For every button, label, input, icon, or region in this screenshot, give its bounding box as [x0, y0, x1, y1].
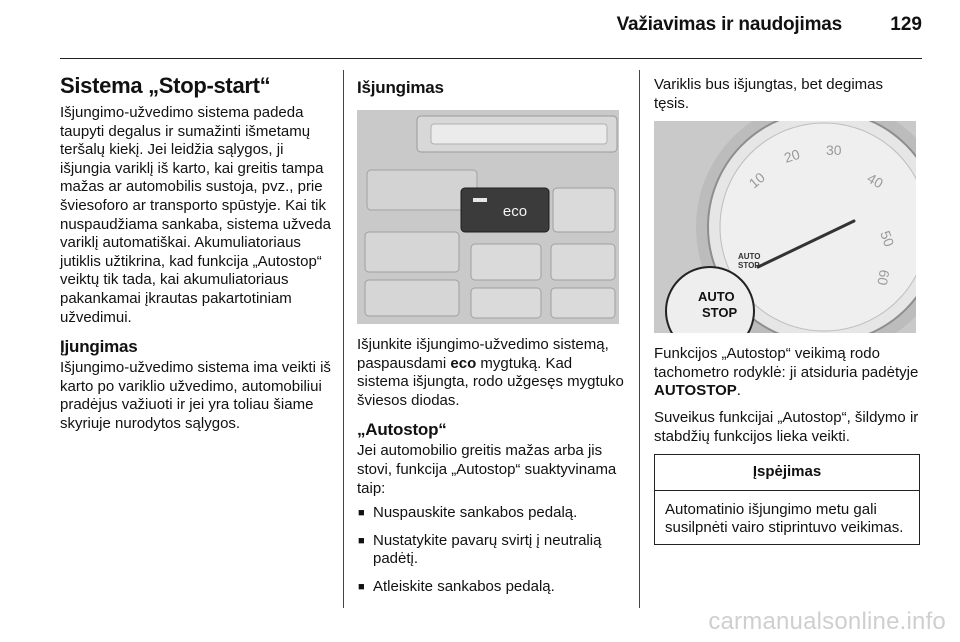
isjungimas-text-part2: mygtuką. Kad sistema išjungta, rodo užgesęs mygtuko šviesos diodas. [357, 354, 624, 409]
autostop-mark-big: STOP [702, 305, 738, 321]
isjungimas-text [357, 336, 625, 410]
autostop-steps [357, 504, 625, 596]
funkcijos-text [654, 345, 922, 401]
tachometer-illustration [654, 121, 916, 333]
isjungimas-text-part1: Išjunkite išjungimo-užvedimo sistemą, paspausdami [357, 336, 609, 372]
section-title: Važiavimas ir naudojimas [616, 14, 842, 35]
tach-number: 40 [864, 169, 886, 192]
warning-text: Automatinio išjungimo metu gali susilpnėti vairo stiprintuvo veikimas. [665, 500, 904, 537]
tach-number: 50 [877, 228, 898, 249]
tach-number: 30 [826, 142, 842, 159]
autostop-mark-small: STOP [738, 261, 760, 271]
column-right [654, 76, 922, 545]
list-item [357, 578, 625, 597]
isjungimas-heading: Išjungimas [357, 78, 444, 97]
bullet-icon: ■ [358, 507, 365, 520]
page-number: 129 [890, 14, 922, 35]
bullet-icon: ■ [358, 580, 365, 593]
funkcijos-text-part1: Funkcijos „Autostop“ veikimą rodo tachometro rodyklė: ji atsiduria padėtyje [654, 345, 919, 381]
autostop-mark-small: AUTO [738, 252, 761, 262]
autostop-keyword: AUTOSTOP [654, 382, 737, 400]
ijungimas-text: Išjungimo-užvedimo sistema ima veikti iš karto po variklio užvedimo, automobiliui pradėjus važiuoti ir jei yra toliau šiame skyriuje nurodytos sąlygos. [60, 359, 331, 432]
warning-title: Įspėjimas [655, 455, 919, 491]
list-item [357, 504, 625, 523]
autostop-heading: „Autostop“ [357, 420, 447, 440]
ijungimas-heading: Įjungimas [60, 337, 138, 357]
eco-button-figure [357, 110, 619, 324]
column-left [60, 70, 336, 442]
tach-number: 60 [874, 268, 893, 287]
page-header [60, 0, 922, 59]
console-illustration [357, 110, 619, 324]
stop-start-intro: Išjungimo-užvedimo sistema padeda taupyti degalus ir sumažinti išmetamų teršalų kiekį. Jei leidžia sąlygos, ji išjungia variklį iš karto, kai greitis tampa mažas ar automobilis sustoja, pvz., prie šviesoforo ar transporto spūstyje. Kai tik nuspaudžiama sankaba, sistema užveda variklį automatiškai. Akumuliatoriaus jutiklis užtikrina, kad funkcija „Autostop“ veiktų tik tada, kai akumuliatoriaus pakankamai įkrautas pakartotiniam užvedimui. [60, 104, 331, 326]
watermark: carmanualsonline.info [708, 608, 946, 635]
column-divider [639, 70, 640, 608]
bullet-icon: ■ [358, 534, 365, 547]
eco-keyword: eco [450, 354, 477, 372]
funkcijos-text-part2: . [736, 382, 741, 400]
column-middle [357, 70, 625, 606]
autostop-mark-big: AUTO [698, 289, 735, 305]
warning-box [654, 454, 920, 545]
eco-button-label: eco [502, 203, 528, 220]
list-item [357, 532, 625, 569]
tachometer-figure [654, 121, 916, 333]
stop-start-heading: Sistema „Stop-start“ [60, 73, 271, 98]
column-divider [343, 70, 344, 608]
tach-number: 20 [781, 146, 802, 167]
tach-number: 10 [745, 169, 768, 192]
step-text: Nuspauskite sankabos pedalą. [373, 504, 578, 522]
suveikus-text: Suveikus funkcijai „Autostop“, šildymo ir stabdžių funkcijos lieka veikti. [654, 408, 919, 445]
step-text: Nustatykite pavarų svirtį į neutralią padėtį. [373, 531, 602, 568]
step-text: Atleiskite sankabos pedalą. [373, 577, 555, 595]
variklis-text: Variklis bus išjungtas, bet degimas tęsis. [654, 76, 883, 112]
autostop-text: Jei automobilio greitis mažas arba jis stovi, funkcija „Autostop“ suaktyvinama taip: [357, 442, 617, 497]
